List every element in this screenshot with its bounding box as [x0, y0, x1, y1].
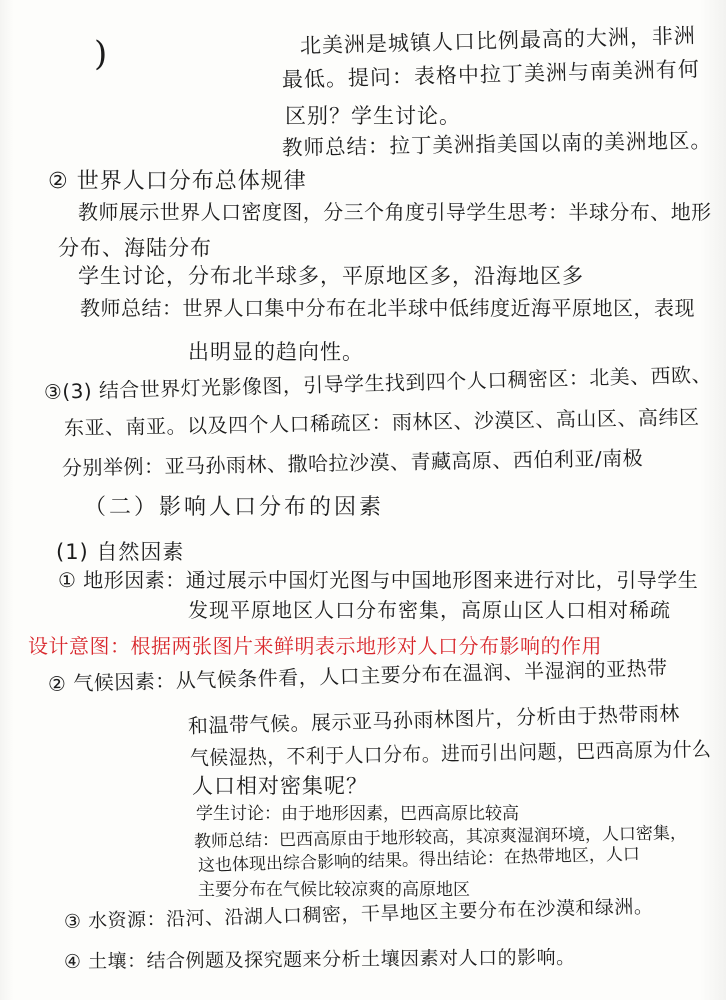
text-line: 和温带气候。展示亚马孙雨林图片，分析由于热带雨林 [187, 701, 681, 738]
text-line: ④ 土壤：结合例题及探究题来分析土壤因素对人口的影响。 [63, 946, 576, 973]
text-line: 东亚、南亚。以及四个人口稀疏区：雨林区、沙漠区、高山区、高纬区 [63, 404, 700, 440]
text-line: 气候湿热，不利于人口分布。进而引出问题，巴西高原为什么 [189, 736, 712, 770]
text-line: 出明显的趋向性。 [188, 340, 364, 364]
text-line: ① 地形因素：通过展示中国灯光图与中国地形图来进行对比，引导学生 [58, 568, 699, 592]
design-intent-note: 设计意图：根据两张图片来鲜明表示地形对人口分布影响的作用 [28, 634, 602, 658]
text-line: 学生讨论：由于地形因素，巴西高原比较高 [196, 804, 519, 824]
text-line: ② 气候因素：从气候条件看，人口主要分布在温润、半湿润的亚热带 [47, 655, 668, 696]
text-line: 发现平原地区人口分布密集，高原山区人口相对稀疏 [188, 598, 671, 622]
bracket-mark: ) [94, 34, 108, 74]
text-line: 人口相对密集呢？ [192, 774, 368, 798]
text-line: ③(3) 结合世界灯光影像图，引导学生找到四个人口稠密区：北美、西欧、 [43, 362, 713, 404]
section-heading: ② 世界人口分布总体规律 [48, 169, 307, 194]
text-line: 分别举例：亚马孙雨林、撒哈拉沙漠、青藏高原、西伯利亚/南极 [61, 445, 644, 480]
text-line: 这也体现出综合影响的结果。得出结论：在热带地区，人口 [197, 844, 641, 876]
text-line: 教师展示世界人口密度图，分三个角度引导学生思考：半球分布、地形 [78, 200, 712, 224]
text-line: 教师总结：世界人口集中分布在北半球中低纬度近海平原地区，表现 [80, 296, 695, 320]
text-line: 最低。提问：表格中拉丁美洲与南美洲有何 [281, 57, 701, 92]
text-line: 区别？学生讨论。 [285, 104, 461, 128]
section-heading: （二）影响人口分布的因素 [84, 495, 385, 520]
text-line: 教师总结：巴西高原由于地形较高，其凉爽湿润环境，人口密集， [193, 823, 688, 852]
text-line: ③ 水资源：沿河、沿湖人口稠密，干旱地区主要分布在沙漠和绿洲。 [63, 895, 654, 933]
text-line: 分布、海陆分布 [58, 236, 212, 260]
text-line: 学生讨论，分布北半球多，平原地区多，沿海地区多 [78, 264, 584, 288]
text-line: 教师总结：拉丁美洲指美国以南的美洲地区。 [281, 128, 713, 160]
text-line: 主要分布在气候比较凉爽的高原地区 [198, 880, 470, 900]
text-line: 北美洲是城镇人口比例最高的大洲，非洲 [299, 23, 697, 58]
section-heading: (1) 自然因素 [56, 540, 185, 564]
